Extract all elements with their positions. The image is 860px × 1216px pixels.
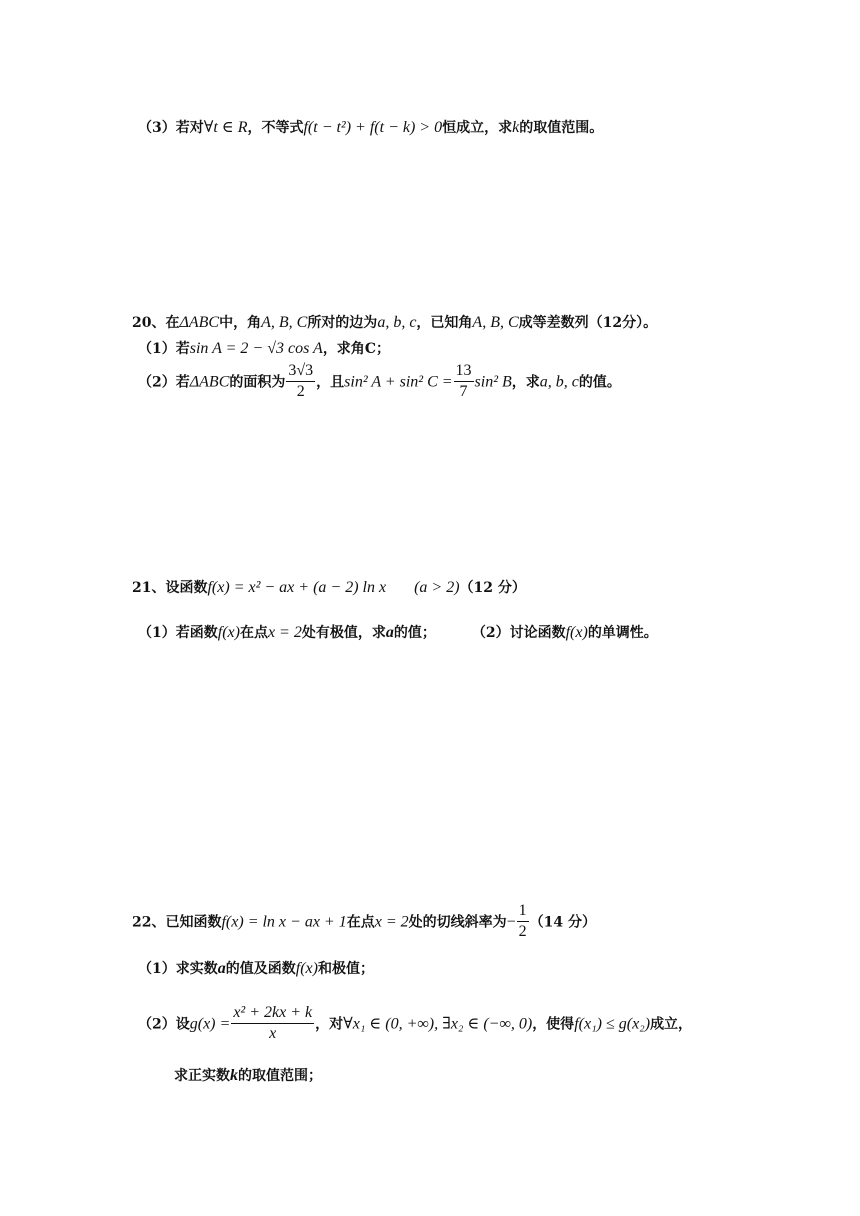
math-forall-t: ∀t ∈ R — [203, 119, 248, 136]
text: 求实数 — [175, 961, 218, 977]
text: ，求 — [511, 374, 540, 391]
math-condition: (a > 2) — [414, 579, 460, 596]
text: ，已知角 — [416, 315, 473, 331]
text: 的面积为 — [229, 374, 286, 391]
math-gx: g(x) = — [189, 1015, 231, 1033]
fraction-numerator: x² + 2kx + k — [231, 1003, 314, 1024]
part-label: （1） — [138, 625, 176, 641]
fraction-denominator: x — [269, 1025, 277, 1042]
math-triangle: ΔABC — [179, 314, 220, 331]
q22-part2-line2 — [174, 1065, 322, 1085]
text: 的值及函数 — [225, 961, 296, 977]
fraction-numerator: 3√3 — [286, 361, 315, 382]
math-sides: a, b, c — [539, 373, 579, 391]
text: ，对 — [315, 1016, 344, 1033]
math-inequality: f(x₁) ≤ g(x₂) — [574, 1015, 651, 1033]
math-fx: f(x) — [295, 960, 318, 977]
fraction-gx — [231, 1003, 314, 1044]
text: 所对的边为 — [307, 315, 378, 331]
text: 中，角 — [219, 315, 262, 331]
math-fx: f(x) — [217, 624, 240, 641]
score: （14 分） — [529, 914, 597, 931]
text: 在点 — [239, 625, 268, 641]
math-k: k — [230, 1067, 238, 1084]
math-equation-left: sin² A + sin² C = — [344, 373, 453, 391]
question-number: 21、 — [132, 580, 166, 596]
math-function: f(x) = ln x − ax + 1 — [221, 913, 347, 931]
fraction-denominator: 7 — [459, 383, 468, 400]
fraction-denominator: 2 — [296, 383, 305, 400]
part-label: （2） — [471, 625, 510, 641]
score: 12 — [602, 315, 623, 331]
fraction-area — [286, 361, 315, 402]
part-label: （3） — [138, 120, 176, 136]
q20-stem — [132, 312, 657, 332]
math-equation-right: sin² B — [474, 373, 512, 391]
text: 分）。 — [622, 315, 658, 331]
text: 的取值范围； — [238, 1068, 322, 1084]
q21-stem — [132, 577, 526, 597]
text: 若 — [175, 374, 190, 391]
math-function: f(x) = x² − ax + (a − 2) ln x — [207, 579, 387, 596]
math-equation: sin A = 2 − √3 cos A — [189, 340, 323, 357]
text: 讨论函数 — [509, 625, 566, 641]
fraction-13-7 — [454, 361, 474, 402]
q20-part2 — [138, 362, 621, 403]
text: 的取值范围。 — [519, 120, 604, 136]
text: ，且 — [316, 374, 345, 391]
math-fx: f(x) — [565, 624, 588, 641]
text: 的值； — [393, 625, 436, 641]
question-number: 22、 — [132, 914, 166, 931]
part-label: （1） — [138, 341, 176, 357]
fraction-numerator: 13 — [454, 361, 474, 382]
text: 成立， — [650, 1016, 693, 1033]
text: 在 — [165, 315, 180, 331]
text: C； — [364, 341, 390, 357]
score: （12 分） — [459, 580, 526, 596]
part-label: （2） — [138, 374, 176, 391]
math-angles: A, B, C — [261, 314, 308, 331]
text: 设 — [175, 1016, 190, 1033]
text: ，求角 — [322, 341, 365, 357]
math-sides: a, b, c — [377, 314, 417, 331]
text: ，不等式 — [247, 120, 304, 136]
fraction-numerator: 1 — [517, 901, 529, 922]
math-x-eq-2: x = 2 — [267, 624, 302, 641]
q22-part2 — [138, 1004, 692, 1045]
text: 恒成立，求 — [442, 120, 513, 136]
text: 若函数 — [175, 625, 218, 641]
text: 处的切线斜率为 — [408, 914, 507, 931]
text: 成等差数列（ — [518, 315, 603, 331]
math-a: a — [385, 624, 394, 641]
text: 若对 — [175, 120, 204, 136]
q22-stem — [132, 902, 596, 943]
text: 求正实数 — [174, 1068, 230, 1084]
q21-parts — [138, 622, 658, 642]
part-label: （2） — [138, 1016, 176, 1033]
math-triangle: ΔABC — [189, 373, 230, 391]
question-number: 20、 — [132, 315, 166, 331]
part-label: （1） — [138, 961, 176, 977]
fraction-denominator: 2 — [518, 923, 527, 940]
fraction-one-half — [517, 901, 529, 942]
math-inequality: f(t − t²) + f(t − k) > 0 — [303, 119, 443, 136]
text: 在点 — [346, 914, 375, 931]
q22-part1 — [138, 958, 374, 978]
text: 的值。 — [578, 374, 621, 391]
text: 和极值； — [317, 961, 374, 977]
math-quantifiers: ∀x₁ ∈ (0, +∞), ∃x₂ ∈ (−∞, 0) — [343, 1015, 533, 1033]
q20-part1 — [138, 338, 390, 358]
math-minus: − — [506, 913, 516, 931]
q19-part3 — [138, 117, 603, 137]
math-k: k — [512, 119, 520, 136]
text: 的单调性。 — [587, 625, 658, 641]
math-x-eq-2: x = 2 — [374, 913, 409, 931]
text: 处有极值，求 — [301, 625, 386, 641]
text: 已知函数 — [165, 914, 222, 931]
math-a: a — [217, 960, 226, 977]
text: 若 — [175, 341, 190, 357]
math-angles: A, B, C — [472, 314, 519, 331]
text: 设函数 — [165, 580, 208, 596]
text: ，使得 — [532, 1016, 575, 1033]
